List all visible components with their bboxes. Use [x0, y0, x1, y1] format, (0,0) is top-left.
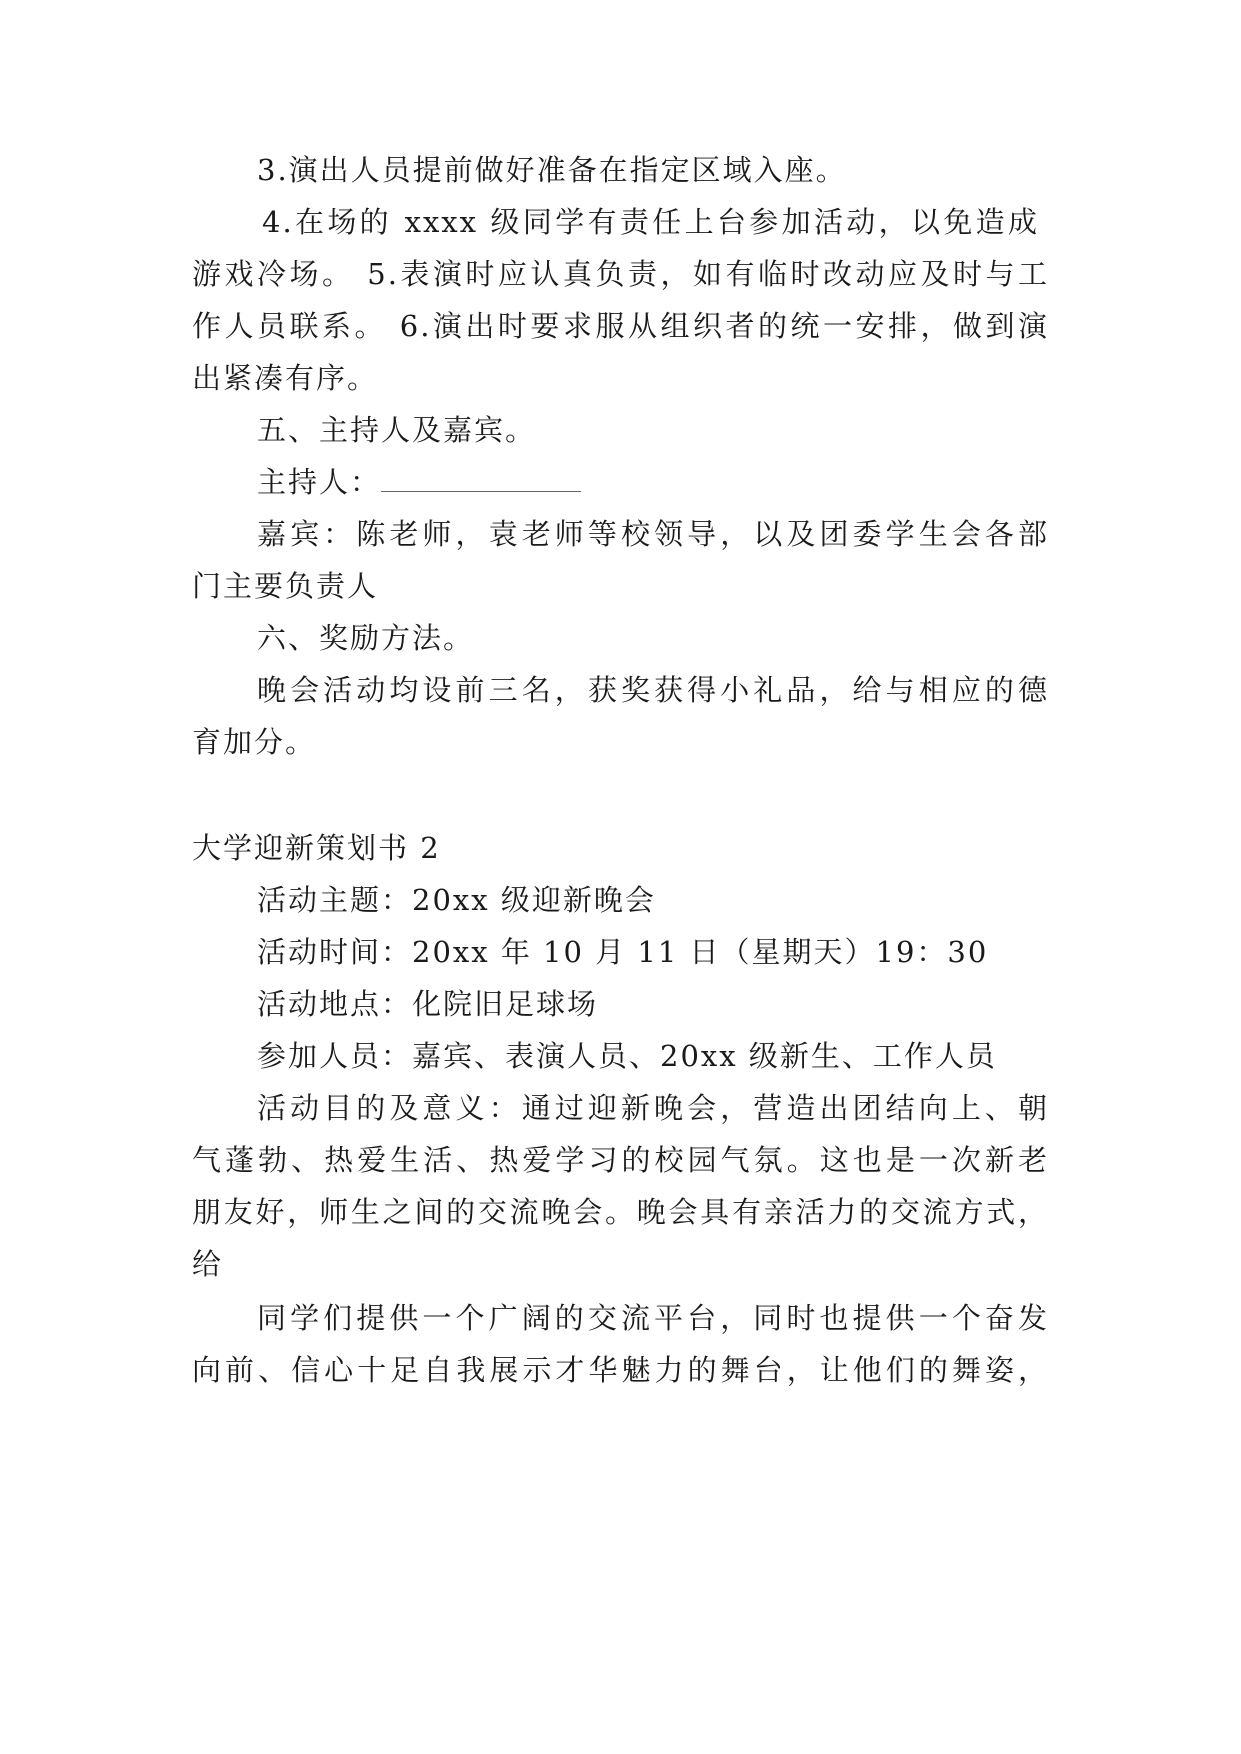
- paragraph-4-line-4: 出紧凑有序。: [192, 361, 379, 395]
- reward-line-1: 晚会活动均设前三名，获奖获得小礼品，给与相应的德: [257, 673, 1049, 707]
- guests-line-2: 门主要负责人: [192, 569, 379, 603]
- activity-participants: 参加人员：嘉宾、表演人员、20xx 级新生、工作人员: [257, 1039, 997, 1073]
- guests-line-1: 嘉宾：陈老师，袁老师等校领导，以及团委学生会各部: [257, 517, 1049, 551]
- platform-line-2: 向前、信心十足自我展示才华魅力的舞台，让他们的舞姿，: [192, 1353, 1049, 1387]
- host-label: 主持人：: [257, 465, 382, 499]
- activity-theme: 活动主题：20xx 级迎新晚会: [257, 883, 656, 917]
- heading-hosts-guests: 五、主持人及嘉宾。: [257, 413, 537, 447]
- purpose-line-2: 气蓬勃、热爱生活、热爱学习的校园气氛。这也是一次新老: [192, 1143, 1049, 1177]
- host-line: [257, 462, 1117, 502]
- purpose-line-4: 给: [192, 1247, 224, 1281]
- paragraph-4-line-3: 作人员联系。 6.演出时要求服从组织者的统一安排，做到演: [192, 309, 1049, 343]
- host-blank: [381, 469, 581, 492]
- heading-reward: 六、奖励方法。: [257, 621, 475, 655]
- purpose-line-3: 朋友好，师生之间的交流晚会。晚会具有亲活力的交流方式，: [192, 1195, 1049, 1229]
- purpose-line-1: 活动目的及意义：通过迎新晚会，营造出团结向上、朝: [257, 1091, 1049, 1125]
- platform-line-1: 同学们提供一个广阔的交流平台，同时也提供一个奋发: [257, 1301, 1049, 1335]
- item-3: 3.演出人员提前做好准备在指定区域入座。: [257, 153, 847, 187]
- paragraph-4-line-2: 游戏冷场。 5.表演时应认真负责，如有临时改动应及时与工: [192, 257, 1049, 291]
- section-title: 大学迎新策划书 2: [192, 831, 441, 865]
- paragraph-4-line-1: 4.在场的 xxxx 级同学有责任上台参加活动，以免造成: [262, 205, 1039, 239]
- reward-line-2: 育加分。: [192, 725, 317, 759]
- activity-place: 活动地点：化院旧足球场: [257, 987, 599, 1021]
- activity-time: 活动时间：20xx 年 10 月 11 日（星期天）19：30: [257, 935, 989, 969]
